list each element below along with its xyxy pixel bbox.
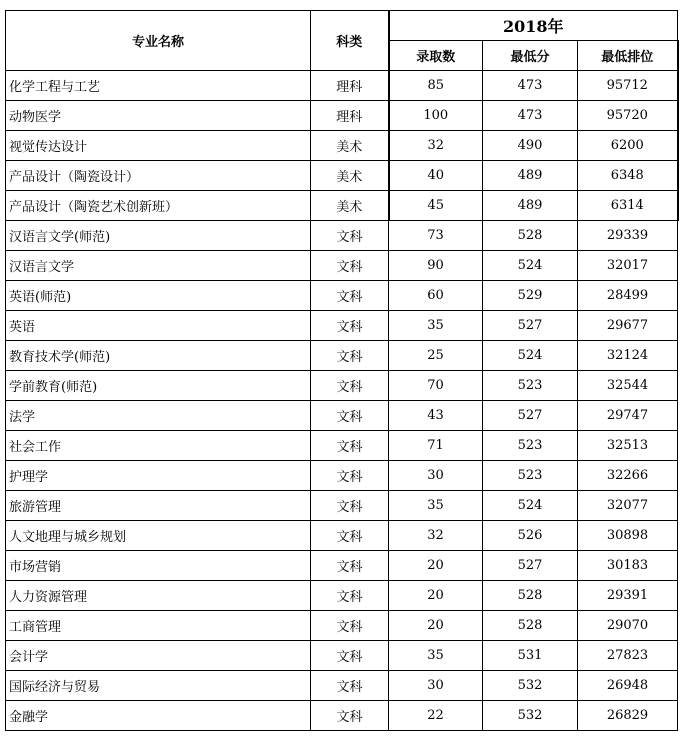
cell-category: 美术 [311,161,389,191]
cell-min-score: 473 [483,71,578,101]
cell-min-rank: 6314 [578,191,678,221]
cell-category: 理科 [311,101,389,131]
cell-min-score: 523 [483,371,578,401]
header-year: 2018年 [389,11,678,41]
cell-major: 护理学 [6,461,311,491]
cell-min-rank: 26948 [578,671,678,701]
table-row [6,671,678,701]
cell-category: 文科 [311,251,389,281]
cell-min-score: 524 [483,341,578,371]
cell-admitted: 35 [389,641,483,671]
cell-admitted: 30 [389,461,483,491]
cell-major: 产品设计（陶瓷艺术创新班） [6,191,311,221]
cell-category: 文科 [311,221,389,251]
cell-min-rank: 28499 [578,281,678,311]
cell-min-score: 527 [483,401,578,431]
cell-min-score: 527 [483,551,578,581]
cell-admitted: 35 [389,311,483,341]
cell-admitted: 30 [389,671,483,701]
cell-major: 国际经济与贸易 [6,671,311,701]
cell-min-rank: 6348 [578,161,678,191]
cell-major: 旅游管理 [6,491,311,521]
cell-admitted: 40 [389,161,483,191]
cell-major: 视觉传达设计 [6,131,311,161]
cell-min-score: 527 [483,311,578,341]
cell-major: 学前教育(师范) [6,371,311,401]
cell-major: 动物医学 [6,101,311,131]
cell-min-score: 532 [483,701,578,731]
cell-min-score: 489 [483,161,578,191]
cell-admitted: 100 [389,101,483,131]
cell-admitted: 32 [389,521,483,551]
cell-admitted: 73 [389,221,483,251]
cell-min-rank: 27823 [578,641,678,671]
cell-min-score: 529 [483,281,578,311]
table-row [6,551,678,581]
cell-category: 文科 [311,311,389,341]
cell-min-rank: 32124 [578,341,678,371]
cell-major: 人力资源管理 [6,581,311,611]
cell-major: 会计学 [6,641,311,671]
cell-major: 法学 [6,401,311,431]
cell-min-score: 490 [483,131,578,161]
cell-major: 教育技术学(师范) [6,341,311,371]
cell-major: 英语(师范) [6,281,311,311]
cell-category: 文科 [311,521,389,551]
cell-min-rank: 30183 [578,551,678,581]
header-min-score: 最低分 [483,41,578,71]
table-row [6,311,678,341]
cell-min-rank: 95720 [578,101,678,131]
cell-admitted: 45 [389,191,483,221]
header-major: 专业名称 [6,11,311,71]
cell-category: 文科 [311,401,389,431]
cell-min-score: 473 [483,101,578,131]
cell-min-rank: 32544 [578,371,678,401]
cell-category: 文科 [311,701,389,731]
cell-major: 汉语言文学 [6,251,311,281]
cell-min-rank: 32017 [578,251,678,281]
table-row [6,101,678,131]
table-row [6,341,678,371]
table-body [6,71,678,731]
cell-min-rank: 95712 [578,71,678,101]
cell-min-rank: 29677 [578,311,678,341]
cell-major: 社会工作 [6,431,311,461]
cell-category: 文科 [311,491,389,521]
cell-min-score: 524 [483,491,578,521]
cell-category: 文科 [311,281,389,311]
cell-category: 文科 [311,641,389,671]
cell-category: 文科 [311,611,389,641]
cell-min-rank: 29747 [578,401,678,431]
cell-min-rank: 26829 [578,701,678,731]
cell-category: 美术 [311,191,389,221]
cell-min-rank: 30898 [578,521,678,551]
table-header [6,11,678,71]
header-min-rank: 最低排位 [578,41,678,71]
header-admitted: 录取数 [389,41,483,71]
cell-category: 文科 [311,551,389,581]
table-row [6,131,678,161]
table-row [6,431,678,461]
cell-admitted: 22 [389,701,483,731]
table-row [6,71,678,101]
table-row [6,281,678,311]
table-row [6,371,678,401]
cell-admitted: 85 [389,71,483,101]
table-row [6,161,678,191]
table-row [6,581,678,611]
cell-category: 文科 [311,671,389,701]
cell-min-rank: 32077 [578,491,678,521]
cell-min-rank: 32513 [578,431,678,461]
cell-min-score: 526 [483,521,578,551]
cell-min-rank: 29339 [578,221,678,251]
cell-admitted: 35 [389,491,483,521]
table-row [6,701,678,731]
table-row [6,611,678,641]
cell-major: 英语 [6,311,311,341]
cell-admitted: 20 [389,611,483,641]
cell-admitted: 43 [389,401,483,431]
cell-category: 文科 [311,431,389,461]
cell-min-score: 531 [483,641,578,671]
cell-min-score: 532 [483,671,578,701]
cell-min-rank: 32266 [578,461,678,491]
cell-category: 文科 [311,581,389,611]
cell-admitted: 71 [389,431,483,461]
cell-admitted: 90 [389,251,483,281]
cell-major: 市场营销 [6,551,311,581]
admission-table [5,10,679,731]
table-row [6,221,678,251]
cell-major: 汉语言文学(师范) [6,221,311,251]
cell-min-score: 523 [483,461,578,491]
cell-min-rank: 29070 [578,611,678,641]
cell-category: 文科 [311,461,389,491]
cell-admitted: 60 [389,281,483,311]
cell-min-score: 528 [483,581,578,611]
cell-min-score: 524 [483,251,578,281]
cell-min-score: 528 [483,611,578,641]
cell-admitted: 25 [389,341,483,371]
cell-min-score: 523 [483,431,578,461]
cell-admitted: 20 [389,551,483,581]
cell-category: 文科 [311,371,389,401]
cell-category: 理科 [311,71,389,101]
table-row [6,251,678,281]
cell-min-score: 489 [483,191,578,221]
cell-admitted: 32 [389,131,483,161]
cell-category: 美术 [311,131,389,161]
cell-major: 产品设计（陶瓷设计） [6,161,311,191]
cell-min-rank: 6200 [578,131,678,161]
table-row [6,521,678,551]
cell-min-rank: 29391 [578,581,678,611]
header-category: 科类 [311,11,389,71]
cell-min-score: 528 [483,221,578,251]
cell-major: 工商管理 [6,611,311,641]
table-row [6,401,678,431]
cell-major: 化学工程与工艺 [6,71,311,101]
table-row [6,491,678,521]
table-row [6,641,678,671]
cell-major: 金融学 [6,701,311,731]
cell-category: 文科 [311,341,389,371]
cell-admitted: 70 [389,371,483,401]
table-row [6,191,678,221]
cell-admitted: 20 [389,581,483,611]
cell-major: 人文地理与城乡规划 [6,521,311,551]
table-row [6,461,678,491]
